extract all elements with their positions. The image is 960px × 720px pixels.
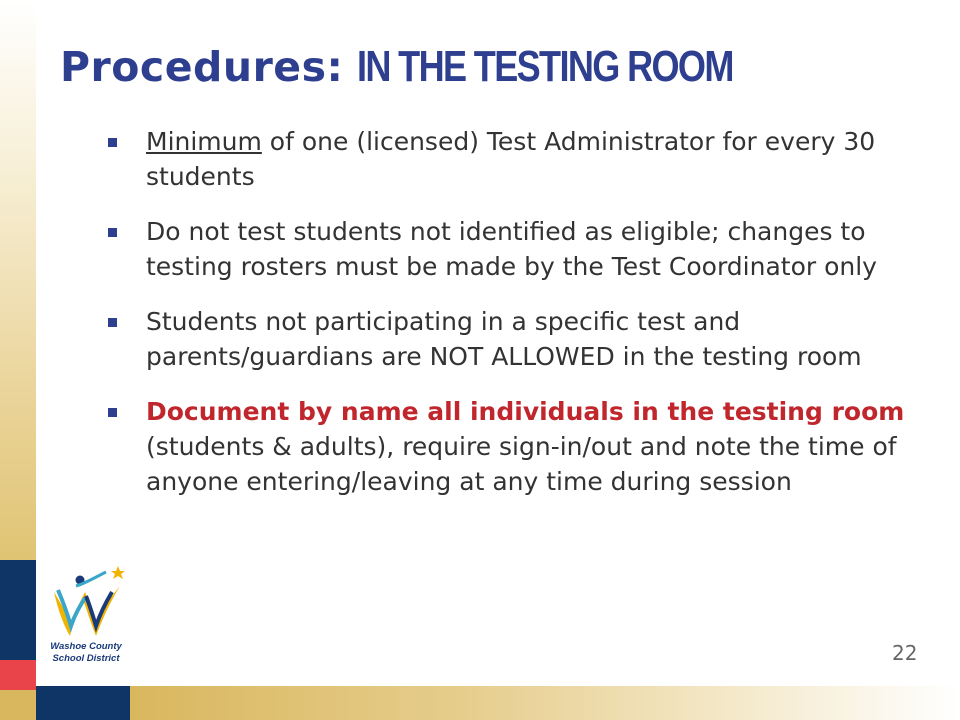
left-gold-block <box>0 690 36 720</box>
page-number: 22 <box>892 641 918 665</box>
bullet-underlined-text: Minimum <box>146 127 262 156</box>
bullet-marker-icon <box>108 408 117 417</box>
bullet-item <box>104 124 924 194</box>
bullet-text: of one (licensed) Test Administrator for every 30 students <box>146 127 876 191</box>
bullet-item <box>104 304 924 374</box>
bullet-text: Do not test students not identified as eligible; changes to testing rosters must be made by the Test Coordinator only <box>146 217 877 281</box>
slide-title <box>60 42 816 92</box>
title-subtitle: IN THE TESTING ROOM <box>357 42 734 91</box>
bullet-list <box>104 124 924 519</box>
bottom-navy-bar <box>36 686 130 720</box>
left-red-block <box>0 660 36 690</box>
left-gradient-strip <box>0 0 36 560</box>
bullet-item <box>104 394 924 499</box>
bullet-text: (students & adults), require sign-in/out and note the time of anyone entering/leaving at any time during session <box>146 432 897 496</box>
bullet-item <box>104 214 924 284</box>
logo-line-1: Washoe County <box>50 641 122 652</box>
logo-line-2: School District <box>52 653 120 664</box>
bottom-gold-bar <box>130 686 960 720</box>
left-navy-block <box>0 560 36 660</box>
logo-label <box>48 641 124 665</box>
bullet-marker-icon <box>108 318 117 327</box>
bullet-text: Students not participating in a specific test and parents/guardians are NOT ALLOWED in the testing room <box>146 307 862 371</box>
bullet-emphasis-text: Document by name all individuals in the testing room <box>146 397 905 426</box>
title-main: Procedures: <box>60 43 344 91</box>
bullet-marker-icon <box>108 228 117 237</box>
bullet-marker-icon <box>108 138 117 147</box>
